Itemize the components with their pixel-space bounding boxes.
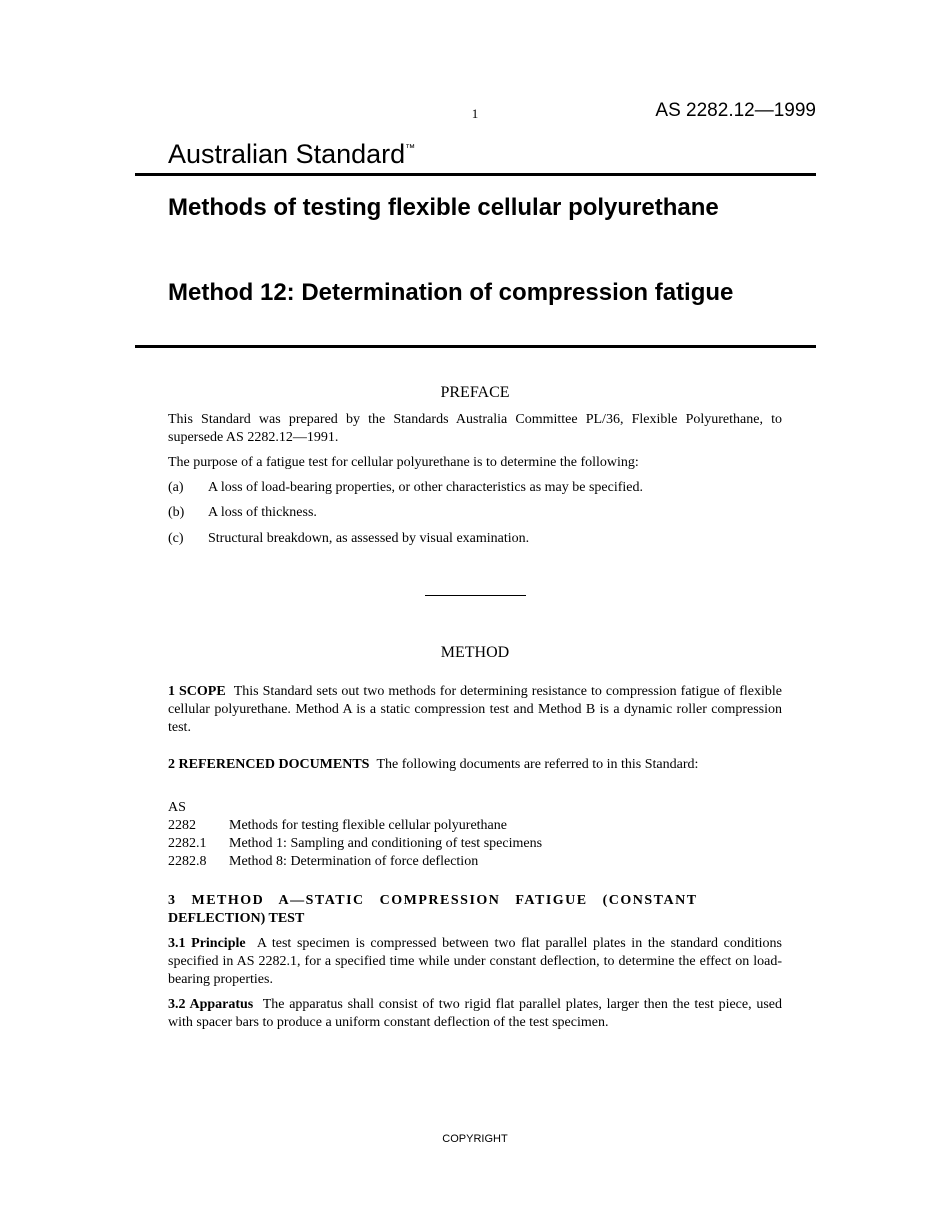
list-item [168, 479, 782, 497]
references-clause [168, 756, 782, 774]
reference-title: Methods for testing flexible cellular polyurethane [229, 818, 507, 833]
preface-heading: PREFACE [440, 384, 510, 401]
apparatus-clause [168, 996, 782, 1032]
reference-list [168, 799, 542, 871]
apparatus-text: The apparatus shall consist of two rigid flat parallel plates, larger then the test piece, used with spacer bars to produce a uniform constant deflection of the test specimen. [168, 997, 782, 1030]
reference-item [168, 853, 542, 871]
principle-text: A test specimen is compressed between two flat parallel plates in the standard conditions specified in AS 2282.1, for a specified time while under constant deflection, to determine the effect on load-bearing properties. [168, 936, 782, 987]
list-text: A loss of load-bearing properties, or other characteristics as may be specified. [208, 480, 644, 495]
method-a-heading-continued: DEFLECTION) TEST [168, 911, 305, 926]
preface-purpose: The purpose of a fatigue test for cellular polyurethane is to determine the following: [168, 455, 639, 470]
scope-text: This Standard sets out two methods for determining resistance to compression fatigue of flexible cellular polyurethane. Method A is a static compression test and Method B is a dynamic roller compression test. [168, 684, 782, 735]
principle-heading: 3.1 Principle [168, 936, 246, 951]
bottom-rule [135, 345, 816, 348]
reference-title: Method 8: Determination of force deflection [229, 854, 479, 869]
reference-code: 2282.8 [168, 854, 207, 869]
list-text: Structural breakdown, as assessed by visual examination. [208, 531, 530, 546]
scope-heading: 1 SCOPE [168, 684, 226, 699]
reference-code: 2282 [168, 818, 196, 833]
list-marker: (c) [168, 531, 184, 546]
reference-item [168, 835, 542, 853]
trademark-symbol: ™ [405, 143, 416, 154]
standard-number: AS 2282.12—1999 [655, 100, 816, 121]
top-rule [135, 173, 816, 176]
page-number: 1 [471, 106, 479, 121]
list-text: A loss of thickness. [208, 505, 317, 520]
references-text: The following documents are referred to in this Standard: [376, 757, 699, 772]
brand-title [168, 139, 415, 170]
principle-clause [168, 935, 782, 989]
brand-text: Australian Standard [168, 139, 406, 169]
list-marker: (a) [168, 480, 184, 495]
copyright-footer: COPYRIGHT [442, 1133, 508, 1145]
apparatus-heading: 3.2 Apparatus [168, 997, 254, 1012]
list-item [168, 504, 782, 522]
scope-clause [168, 683, 782, 737]
section-divider [425, 595, 526, 596]
list-marker: (b) [168, 505, 185, 520]
method-a-heading: 3 METHOD A—STATIC COMPRESSION FATIGUE (CONSTANT [168, 893, 698, 908]
reference-title: Method 1: Sampling and conditioning of test specimens [229, 836, 543, 851]
method-heading: METHOD [440, 644, 510, 661]
method-title: Method 12: Determination of compression fatigue [168, 279, 734, 306]
reference-prefix: AS [168, 800, 186, 815]
references-heading: 2 REFERENCED DOCUMENTS [168, 757, 370, 772]
document-title: Methods of testing flexible cellular polyurethane [168, 194, 719, 221]
preface-paragraph: This Standard was prepared by the Standards Australia Committee PL/36, Flexible Polyurethane, to supersede AS 2282.12—1991. [168, 412, 782, 445]
list-item [168, 530, 782, 548]
reference-code: 2282.1 [168, 836, 207, 851]
reference-item [168, 817, 542, 835]
